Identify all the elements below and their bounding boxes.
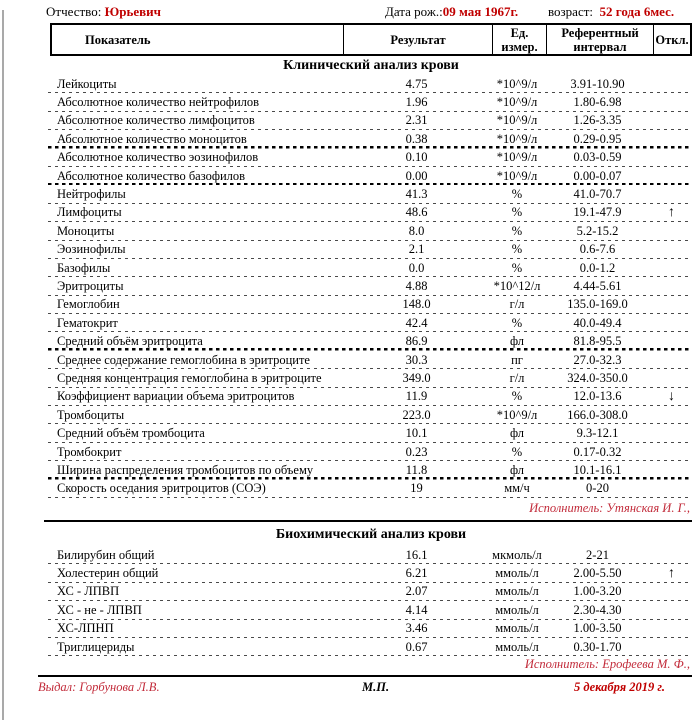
- table-row: [48, 564, 692, 582]
- cell-result: 8.0: [408, 223, 425, 238]
- cell-name: ХС - не - ЛПВП: [57, 602, 142, 617]
- cell-unit: ммоль/л: [495, 639, 539, 654]
- cell-result: 3.46: [405, 621, 428, 636]
- cell-result: 19: [410, 481, 423, 496]
- birthdate-value: 09 мая 1967г.: [442, 4, 519, 19]
- table-row: [48, 406, 692, 424]
- cell-ref: 3.91-10.90: [570, 76, 625, 91]
- document-header: [0, 4, 698, 21]
- table-row: [48, 314, 692, 332]
- cell-name: Гемоглобин: [57, 297, 120, 312]
- cell-ref: 5.2-15.2: [576, 223, 619, 238]
- document-footer: [0, 680, 698, 702]
- cell-ref: 0-20: [586, 481, 609, 496]
- cell-name: Триглицериды: [57, 639, 135, 654]
- column-header-result: Результат: [343, 25, 492, 54]
- cell-ref: 10.1-16.1: [573, 462, 622, 477]
- cell-ref: 135.0-169.0: [567, 297, 628, 312]
- table-row: [48, 277, 692, 295]
- cell-name: Коэффициент вариации объема эритроцитов: [57, 389, 295, 404]
- cell-name: Ширина распределения тромбоцитов по объему: [57, 462, 314, 477]
- section-clinical: [0, 56, 698, 522]
- cell-ref: 1.80-6.98: [573, 95, 622, 110]
- cell-unit: г/л: [509, 370, 525, 385]
- cell-name: Средняя концентрация гемоглобина в эритроците: [57, 370, 322, 385]
- table-row: [48, 296, 692, 314]
- cell-ref: 41.0-70.7: [573, 187, 622, 202]
- cell-ref: 166.0-308.0: [567, 407, 628, 422]
- table-row: [48, 222, 692, 240]
- cell-unit: %: [511, 187, 523, 202]
- cell-result: 0.00: [405, 168, 428, 183]
- cell-result: 11.8: [405, 462, 428, 477]
- cell-result: 48.6: [405, 205, 428, 220]
- column-header-deviation: Откл.: [653, 25, 690, 54]
- cell-name: Средний объём тромбоцита: [57, 426, 205, 441]
- cell-result: 42.4: [405, 315, 428, 330]
- cell-unit: фл: [509, 462, 525, 477]
- table-row: [48, 332, 692, 350]
- patronymic-field: [46, 4, 161, 20]
- cell-unit: ммоль/л: [495, 566, 539, 581]
- cell-ref: 12.0-13.6: [573, 389, 622, 404]
- table-row: [48, 75, 692, 93]
- cell-name: Скорость оседания эритроцитов (СОЭ): [57, 481, 266, 496]
- cell-ref: 0.6-7.6: [579, 242, 616, 257]
- birthdate-label: Дата рож.:: [385, 4, 443, 19]
- cell-name: Тромбокрит: [57, 444, 122, 459]
- section-biochemical: [0, 522, 698, 677]
- cell-result: 2.31: [405, 113, 428, 128]
- table-row: [48, 149, 692, 167]
- section-rows: [48, 546, 692, 656]
- issued-by: Выдал: Горбунова Л.В.: [38, 680, 160, 695]
- table-row: [48, 583, 692, 601]
- table-row: [48, 480, 692, 498]
- cell-result: 223.0: [402, 407, 431, 422]
- cell-unit: мм/ч: [504, 481, 530, 496]
- table-row: [48, 461, 692, 479]
- cell-ref: 0.0-1.2: [579, 260, 616, 275]
- cell-result: 6.21: [405, 566, 428, 581]
- table-row: [48, 185, 692, 203]
- cell-unit: ммоль/л: [495, 602, 539, 617]
- cell-unit: *10^9/л: [496, 76, 538, 91]
- age-label: возраст:: [548, 4, 594, 19]
- cell-ref: 27.0-32.3: [573, 352, 622, 367]
- cell-result: 4.75: [405, 76, 428, 91]
- cell-unit: *10^9/л: [496, 150, 538, 165]
- cell-result: 0.0: [408, 260, 425, 275]
- cell-unit: г/л: [509, 297, 525, 312]
- cell-unit: %: [511, 223, 523, 238]
- cell-name: Тромбоциты: [57, 407, 125, 422]
- cell-unit: *10^9/л: [496, 113, 538, 128]
- cell-name: Билирубин общий: [57, 547, 155, 562]
- section-title: Клинический анализ крови: [283, 58, 459, 73]
- column-header-unit: Ед. измер.: [492, 25, 546, 54]
- cell-name: Среднее содержание гемоглобина в эритроците: [57, 352, 310, 367]
- cell-ref: 0.29-0.95: [573, 131, 622, 146]
- cell-result: 10.1: [405, 426, 428, 441]
- cell-result: 1.96: [405, 95, 428, 110]
- cell-ref: 1.00-3.50: [573, 621, 622, 636]
- table-row: [48, 443, 692, 461]
- cell-result: 41.3: [405, 187, 428, 202]
- cell-unit: *10^9/л: [496, 131, 538, 146]
- cell-unit: фл: [509, 334, 525, 349]
- section-title: Биохимический анализ крови: [275, 526, 467, 542]
- cell-name: ХС - ЛПВП: [57, 584, 120, 599]
- table-header: [50, 23, 692, 56]
- cell-unit: %: [511, 389, 523, 404]
- cell-name: Нейтрофилы: [57, 187, 126, 202]
- age-value: 52 года 6мес.: [599, 4, 675, 19]
- cell-name: Эритроциты: [57, 278, 124, 293]
- table-row: [48, 204, 692, 222]
- cell-result: 2.1: [408, 242, 425, 257]
- cell-name: Абсолютное количество базофилов: [57, 168, 246, 183]
- cell-name: Абсолютное количество нейтрофилов: [57, 95, 260, 110]
- cell-ref: 4.44-5.61: [573, 278, 622, 293]
- cell-ref: 0.30-1.70: [573, 639, 622, 654]
- cell-unit: мкмоль/л: [492, 547, 542, 562]
- cell-result: 2.07: [405, 584, 428, 599]
- table-row: [48, 369, 692, 387]
- table-row: [48, 93, 692, 111]
- cell-unit: *10^12/л: [493, 278, 541, 293]
- cell-name: Холестерин общий: [57, 566, 159, 581]
- cell-result: 349.0: [402, 370, 431, 385]
- cell-name: Абсолютное количество моноцитов: [57, 131, 247, 146]
- cell-unit: ммоль/л: [495, 621, 539, 636]
- cell-ref: 2.30-4.30: [573, 602, 622, 617]
- cell-result: 4.88: [405, 278, 428, 293]
- executor-note: Исполнитель: Ерофеева М. Ф.,: [38, 656, 692, 677]
- deviation-arrow: ↓: [668, 388, 675, 404]
- cell-ref: 2-21: [586, 547, 609, 562]
- cell-name: Абсолютное количество лимфоцитов: [57, 113, 255, 128]
- table-row: [48, 167, 692, 185]
- table-row: [48, 424, 692, 442]
- table-row: [48, 601, 692, 619]
- page-left-border: [2, 10, 4, 720]
- stamp-mark: М.П.: [362, 680, 390, 695]
- cell-unit: пг: [511, 352, 523, 367]
- cell-unit: *10^9/л: [496, 407, 538, 422]
- cell-name: Абсолютное количество эозинофилов: [57, 150, 259, 165]
- table-row: [48, 112, 692, 130]
- executor-note: Исполнитель: Утянская И. Г.,: [44, 498, 692, 522]
- deviation-arrow: ↑: [668, 204, 675, 220]
- cell-name: Средний объём эритроцита: [57, 334, 203, 349]
- table-row: [48, 241, 692, 259]
- table-row: [48, 620, 692, 638]
- cell-ref: 0.00-0.07: [573, 168, 622, 183]
- cell-unit: фл: [509, 426, 525, 441]
- table-row: [48, 259, 692, 277]
- cell-ref: 0.03-0.59: [573, 150, 622, 165]
- cell-result: 86.9: [405, 334, 428, 349]
- patronymic-value: Юрьевич: [104, 4, 161, 19]
- cell-result: 148.0: [402, 297, 431, 312]
- deviation-arrow: ↑: [668, 565, 675, 581]
- table-row: [48, 130, 692, 148]
- cell-result: 0.67: [405, 639, 428, 654]
- age-field: [548, 4, 674, 20]
- table-row: [48, 351, 692, 369]
- cell-ref: 1.26-3.35: [573, 113, 622, 128]
- cell-unit: %: [511, 315, 523, 330]
- cell-ref: 19.1-47.9: [573, 205, 622, 220]
- cell-ref: 1.00-3.20: [573, 584, 622, 599]
- table-row: [48, 638, 692, 656]
- cell-unit: %: [511, 444, 523, 459]
- cell-name: Эозинофилы: [57, 242, 126, 257]
- cell-result: 16.1: [405, 547, 428, 562]
- cell-name: ХС-ЛПНП: [57, 621, 114, 636]
- cell-unit: %: [511, 242, 523, 257]
- table-row: [48, 388, 692, 406]
- cell-unit: ммоль/л: [495, 584, 539, 599]
- cell-name: Моноциты: [57, 223, 115, 238]
- cell-ref: 9.3-12.1: [576, 426, 619, 441]
- cell-ref: 81.8-95.5: [573, 334, 622, 349]
- cell-ref: 2.00-5.50: [573, 566, 622, 581]
- column-header-reference: Референтный интервал: [546, 25, 653, 54]
- table-row: [48, 546, 692, 564]
- cell-unit: *10^9/л: [496, 95, 538, 110]
- cell-result: 0.38: [405, 131, 428, 146]
- cell-result: 11.9: [405, 389, 428, 404]
- birthdate-field: [385, 4, 518, 20]
- cell-result: 4.14: [405, 602, 428, 617]
- patronymic-label: Отчество:: [46, 4, 102, 19]
- cell-result: 0.23: [405, 444, 428, 459]
- cell-unit: %: [511, 260, 523, 275]
- cell-name: Гематокрит: [57, 315, 118, 330]
- cell-name: Лейкоциты: [57, 76, 117, 91]
- cell-name: Базофилы: [57, 260, 111, 275]
- cell-ref: 0.17-0.32: [573, 444, 622, 459]
- cell-result: 30.3: [405, 352, 428, 367]
- cell-name: Лимфоциты: [57, 205, 122, 220]
- cell-unit: %: [511, 205, 523, 220]
- issue-date: 5 декабря 2019 г.: [574, 680, 665, 695]
- column-header-indicator: Показатель: [85, 32, 151, 47]
- cell-ref: 40.0-49.4: [573, 315, 622, 330]
- cell-result: 0.10: [405, 150, 428, 165]
- cell-ref: 324.0-350.0: [567, 370, 628, 385]
- cell-unit: *10^9/л: [496, 168, 538, 183]
- section-rows: [48, 75, 692, 498]
